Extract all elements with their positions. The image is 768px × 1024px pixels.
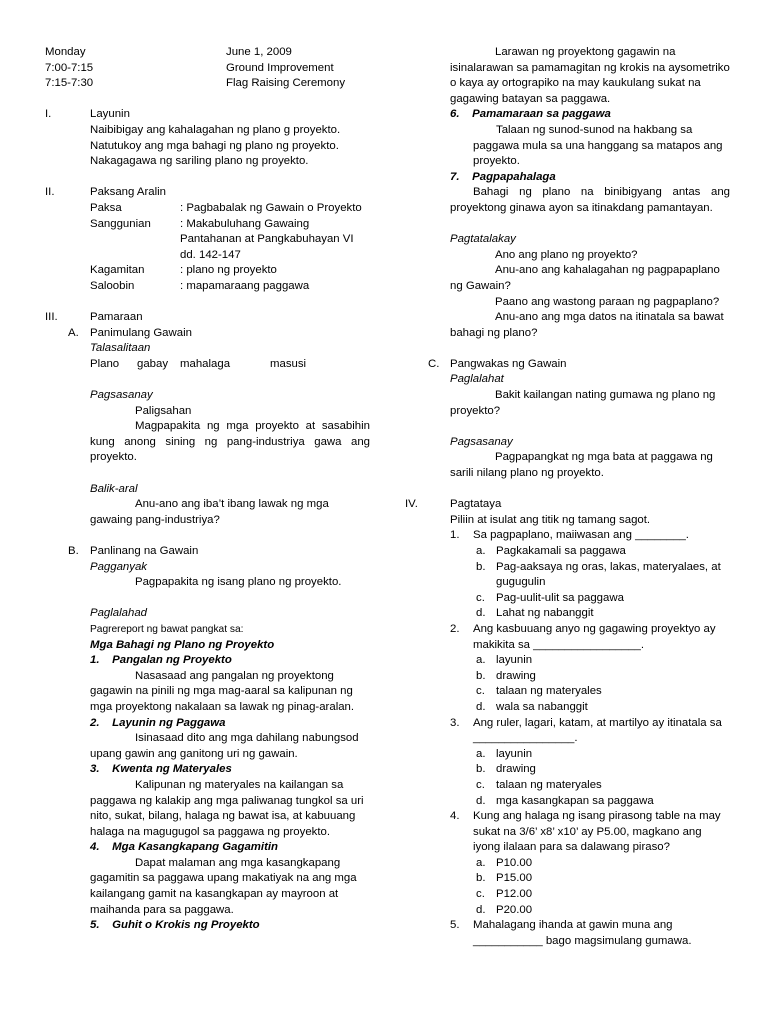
- quiz-number: 5.: [450, 919, 460, 932]
- quiz-choice: [405, 887, 730, 903]
- objective-1: [45, 123, 370, 139]
- vocab-word: masusi: [270, 357, 307, 370]
- section-1-heading: [45, 107, 370, 123]
- quiz-choice: [405, 903, 730, 919]
- subsection-a-heading: [45, 326, 370, 342]
- pagsasanay-label: Pagsasanay: [450, 435, 513, 448]
- pagganyak-text-row: [45, 575, 370, 591]
- pagganyak-label-row: [45, 560, 370, 576]
- quiz-question: [405, 809, 730, 856]
- objective-text: Naibibigay ang kahalagahan ng plano g proyekto.: [90, 123, 341, 136]
- mga-bahagi-row: [45, 638, 370, 654]
- part-1-heading-row: [45, 653, 370, 669]
- choice-text: Pag-aaksaya ng oras, lakas, materyalaes, at gugugulin: [496, 560, 721, 589]
- pagsasanay-text: Pagpapangkat ng mga bata at paggawa ng sarili nilang plano ng proyekto.: [450, 451, 713, 480]
- paligsahan-label: Paligsahan: [135, 404, 192, 417]
- choice-letter: c.: [476, 778, 485, 791]
- quiz-choice: [405, 778, 730, 794]
- quiz-choice: [405, 856, 730, 872]
- quiz-choice: [405, 669, 730, 685]
- pagganyak-text: Pagpapakita ng isang plano ng proyekto.: [135, 576, 342, 589]
- choice-text: wala sa nabanggit: [496, 700, 588, 713]
- quiz-choice: [405, 544, 730, 560]
- pagganyak-label: Pagganyak: [90, 560, 147, 573]
- vocab-word: gabay: [137, 357, 169, 370]
- choice-text: Pagkakamali sa paggawa: [496, 545, 626, 557]
- vocab-word: mahalaga: [180, 357, 231, 370]
- balik-aral-text: Anu-ano ang iba’t ibang lawak ng mga gawaing pang-industriya?: [90, 498, 329, 526]
- sanggunian-pages: dd. 142-147: [180, 248, 241, 261]
- paglalahat-label: Paglalahat: [450, 373, 504, 386]
- part-3-title: 3. Kwenta ng Materyales: [90, 763, 232, 776]
- quiz-choice: [405, 794, 730, 810]
- sanggunian-label: Sanggunian: [90, 217, 151, 230]
- pagtatalakay-label-row: [405, 232, 730, 248]
- pagsasanay-label: Pagsasanay: [90, 389, 153, 402]
- quiz-choice: [405, 653, 730, 669]
- discussion-q1-row: [405, 248, 730, 264]
- header-time-2: 7:15-7:30: [45, 77, 94, 90]
- part-7-heading-row: [405, 170, 730, 186]
- kagamitan-value: : plano ng proyekto: [180, 264, 277, 277]
- left-column: [45, 45, 370, 934]
- paksa-label: Paksa: [90, 201, 122, 214]
- talasalitaan-label-row: [45, 341, 370, 357]
- kagamitan-row: [45, 263, 370, 279]
- quiz-question-text: Ang kasbuuang anyo ng gagawing proyektyo ay makikita sa _________________.: [473, 622, 716, 651]
- header-row-1: [45, 45, 370, 61]
- part-4-heading-row: [45, 840, 370, 856]
- objective-2: [45, 139, 370, 155]
- quiz-question: [405, 528, 730, 544]
- choice-letter: a.: [476, 747, 486, 760]
- quiz-question-text: Kung ang halaga ng isang pirasong table na may sukat na 3/6’ x8’ x10’ ay P5.00, magkano ang iyong ilalaan para sa dalawang piraso?: [473, 810, 721, 854]
- choice-letter: d.: [476, 607, 486, 620]
- subsection-a-letter: A.: [68, 326, 79, 339]
- choice-text: Lahat ng nabanggit: [496, 607, 594, 620]
- header-time-1: 7:00-7:15: [45, 61, 94, 74]
- balik-aral-label: Balik-aral: [90, 482, 138, 495]
- discussion-question: Ano ang plano ng proyekto?: [495, 248, 638, 261]
- quiz-instruction: Piliin at isulat ang titik ng tamang sagot.: [450, 513, 651, 526]
- quiz-question-text: Ang ruler, lagari, katam, at martilyo ay itinatala sa ________________.: [473, 716, 722, 745]
- header-row-2: [45, 61, 370, 77]
- section-2-numeral: II.: [45, 186, 55, 199]
- right-column: [405, 45, 730, 949]
- quiz-question: [405, 716, 730, 747]
- objective-3: [45, 154, 370, 170]
- choice-letter: d.: [476, 903, 486, 916]
- quiz-choice: [405, 700, 730, 716]
- part-6-title: 6. Pamamaraan sa paggawa: [450, 108, 611, 121]
- choice-text: talaan ng materyales: [496, 685, 602, 698]
- vocabulary-row: [45, 357, 370, 373]
- choice-letter: b.: [476, 872, 486, 885]
- part-2-heading-row: [45, 716, 370, 732]
- quiz-choice: [405, 560, 730, 591]
- part-5-heading-row: [45, 918, 370, 934]
- pagtatalakay-label: Pagtatalakay: [450, 233, 516, 246]
- kagamitan-label: Kagamitan: [90, 264, 145, 277]
- paksa-row: [45, 201, 370, 217]
- quiz-question-text: Mahalagang ihanda at gawin muna ang: [473, 919, 673, 932]
- part-1-title: 1. Pangalan ng Proyekto: [90, 654, 232, 667]
- pagrereport-text: Pagrereport ng bawat pangkat sa:: [90, 623, 244, 635]
- quiz-choice: [405, 606, 730, 622]
- subsection-b-letter: B.: [68, 545, 79, 557]
- choice-letter: c.: [476, 591, 485, 604]
- part-6-heading-row: [405, 107, 730, 123]
- part-3-heading-row: [45, 762, 370, 778]
- choice-letter: b.: [476, 560, 486, 573]
- header-day: Monday: [45, 46, 86, 58]
- choice-letter: a.: [476, 654, 486, 667]
- discussion-question: Anu-ano ang kahalagahan ng pagpapaplano ng Gawain?: [450, 264, 720, 292]
- paglalahat-label-row: [405, 372, 730, 388]
- part-4-title: 4. Mga Kasangkapang Gagamitin: [90, 841, 278, 854]
- quiz-choice: [405, 684, 730, 700]
- choice-text: P10.00: [496, 856, 533, 869]
- part-1-text: Nasasaad ang pangalan ng proyektong gagawin na pinili ng mga mag-aaral sa kalipunan ng mga proyektong nakalaan sa lawak ng pinag-aralan.: [90, 669, 355, 713]
- section-3-numeral: III.: [45, 311, 58, 324]
- section-1-title: Layunin: [90, 108, 130, 121]
- choice-text: talaan ng materyales: [496, 778, 602, 791]
- mga-bahagi-heading: Mga Bahagi ng Plano ng Proyekto: [90, 638, 275, 651]
- paglalahad-label: Paglalahad: [90, 607, 148, 620]
- choice-text: P20.00: [496, 903, 533, 916]
- saloobin-label: Saloobin: [90, 279, 135, 292]
- header-date: June 1, 2009: [226, 46, 292, 58]
- paglalahad-label-row: [45, 606, 370, 622]
- choice-letter: b.: [476, 669, 486, 682]
- paksa-value: : Pagbabalak ng Gawain o Proyekto: [180, 201, 362, 214]
- quiz-number: 2.: [450, 622, 460, 635]
- choice-text: Pag-uulit-ulit sa paggawa: [496, 591, 624, 604]
- subsection-c-heading: [405, 357, 730, 373]
- header-activity-1: Ground Improvement: [226, 61, 334, 74]
- subsection-c-title: Pangwakas ng Gawain: [450, 357, 567, 370]
- quiz-number: 4.: [450, 810, 460, 823]
- sanggunian-row-3: [45, 248, 370, 264]
- quiz-question-text-cont: ___________ bago magsimulang gumawa.: [473, 934, 692, 947]
- quiz-question: [405, 918, 730, 949]
- sanggunian-row: [45, 217, 370, 233]
- section-3-title: Pamaraan: [90, 311, 143, 324]
- vocab-word: Plano: [90, 357, 120, 370]
- choice-letter: c.: [476, 888, 485, 901]
- section-4-title: Pagtataya: [450, 498, 502, 511]
- part-5-title: 5. Guhit o Krokis ng Proyekto: [90, 919, 260, 932]
- talasalitaan-label: Talasalitaan: [90, 342, 151, 355]
- quiz-question: [405, 622, 730, 653]
- choice-letter: d.: [476, 700, 486, 713]
- paglalahat-text: Bakit kailangan nating gumawa ng plano ng proyekto?: [450, 389, 716, 417]
- sanggunian-value-cont: Pantahanan at Pangkabuhayan VI: [180, 233, 354, 246]
- quiz-instruction-row: [405, 513, 730, 529]
- quiz-choice: [405, 591, 730, 607]
- choice-text: layunin: [496, 747, 533, 760]
- discussion-q3-row: [405, 295, 730, 311]
- quiz-number: 1.: [450, 529, 460, 542]
- paligsahan-row: [45, 404, 370, 420]
- choice-letter: d.: [476, 794, 486, 807]
- discussion-question: Paano ang wastong paraan ng pagpaplano?: [495, 295, 720, 308]
- section-4-numeral: IV.: [405, 498, 418, 511]
- saloobin-value: : mapamaraang paggawa: [180, 279, 310, 292]
- choice-text: drawing: [496, 763, 536, 776]
- choice-letter: a.: [476, 856, 486, 869]
- choice-text: P15.00: [496, 872, 533, 885]
- paligsahan-text: Magpapakita ng mga proyekto at sasabihin kung anong sining ng pang-industriya gawa ang proyekto.: [90, 420, 370, 464]
- pagsasanay-2-label-row: [405, 435, 730, 451]
- objective-text: Nakagagawa ng sariling plano ng proyekto.: [90, 155, 309, 168]
- subsection-a-title: Panimulang Gawain: [90, 326, 192, 339]
- part-2-text: Isinasaad dito ang mga dahilang nabungsod upang gawin ang ganitong uri ng gawain.: [90, 732, 359, 760]
- part-4-text: Dapat malaman ang mga kasangkapang gagamitin sa paggawa upang makatiyak na ang mga kailangang gamit na kasangkapan ay mayroon at maihanda para sa paggawa.: [90, 856, 357, 916]
- pagrereport-row: [45, 622, 370, 638]
- part-2-title: 2. Layunin ng Paggawa: [90, 716, 226, 729]
- subsection-c-letter: C.: [428, 357, 440, 370]
- objective-text: Natutukoy ang mga bahagi ng plano ng proyekto.: [90, 139, 339, 152]
- sanggunian-row-2: [45, 232, 370, 248]
- section-4-heading: [405, 497, 730, 513]
- quiz-question-text: Sa pagpaplano, maiiwasan ang ________.: [473, 529, 689, 542]
- part-3-text: Kalipunan ng materyales na kailangan sa paggawa ng kalakip ang mga paliwanag tungkol sa uri nito, sukat, bilang, halaga ng bawat isa, at kabuuang halaga na magugugol sa paggawa ng proyekto.: [90, 778, 364, 838]
- quiz-choice: [405, 747, 730, 763]
- part-6-text: Talaan ng sunod-sunod na hakbang sa paggawa mula sa una hanggang sa matapos ang proyekto.: [473, 123, 723, 168]
- section-2-heading: [45, 185, 370, 201]
- section-1-numeral: I.: [45, 108, 52, 121]
- choice-text: layunin: [496, 654, 533, 667]
- discussion-question: Anu-ano ang mga datos na itinatala sa bawat bahagi ng plano?: [450, 311, 724, 339]
- quiz-number: 3.: [450, 716, 460, 729]
- section-3-heading: [45, 310, 370, 326]
- header-row-3: [45, 76, 370, 92]
- subsection-b-heading: [45, 544, 370, 560]
- choice-letter: b.: [476, 763, 486, 776]
- choice-letter: c.: [476, 685, 485, 698]
- balik-aral-label-row: [45, 482, 370, 498]
- sanggunian-value: : Makabuluhang Gawaing: [180, 217, 310, 230]
- part-7-title: 7. Pagpapahalaga: [450, 170, 556, 183]
- saloobin-row: [45, 279, 370, 295]
- choice-text: P12.00: [496, 888, 533, 901]
- subsection-b-title: Panlinang na Gawain: [90, 545, 199, 557]
- quiz-choice: [405, 871, 730, 887]
- pagsasanay-label-row: [45, 388, 370, 404]
- choice-letter: a.: [476, 545, 486, 557]
- choice-text: mga kasangkapan sa paggawa: [496, 794, 654, 807]
- choice-text: drawing: [496, 669, 536, 682]
- section-2-title: Paksang Aralin: [90, 186, 166, 199]
- header-activity-2: Flag Raising Ceremony: [226, 77, 346, 90]
- part-7-text: Bahagi ng plano na binibigyang antas ang proyektong ginawa ayon sa itinakdang pamantayan.: [450, 186, 730, 214]
- quiz-choice: [405, 762, 730, 778]
- part-5-text: Larawan ng proyektong gagawin na isinalarawan sa pamamagitan ng krokis na aysometriko o kaya ay ortograpiko na may kaukulang sukat na gagawing batayan sa paggawa.: [450, 46, 730, 105]
